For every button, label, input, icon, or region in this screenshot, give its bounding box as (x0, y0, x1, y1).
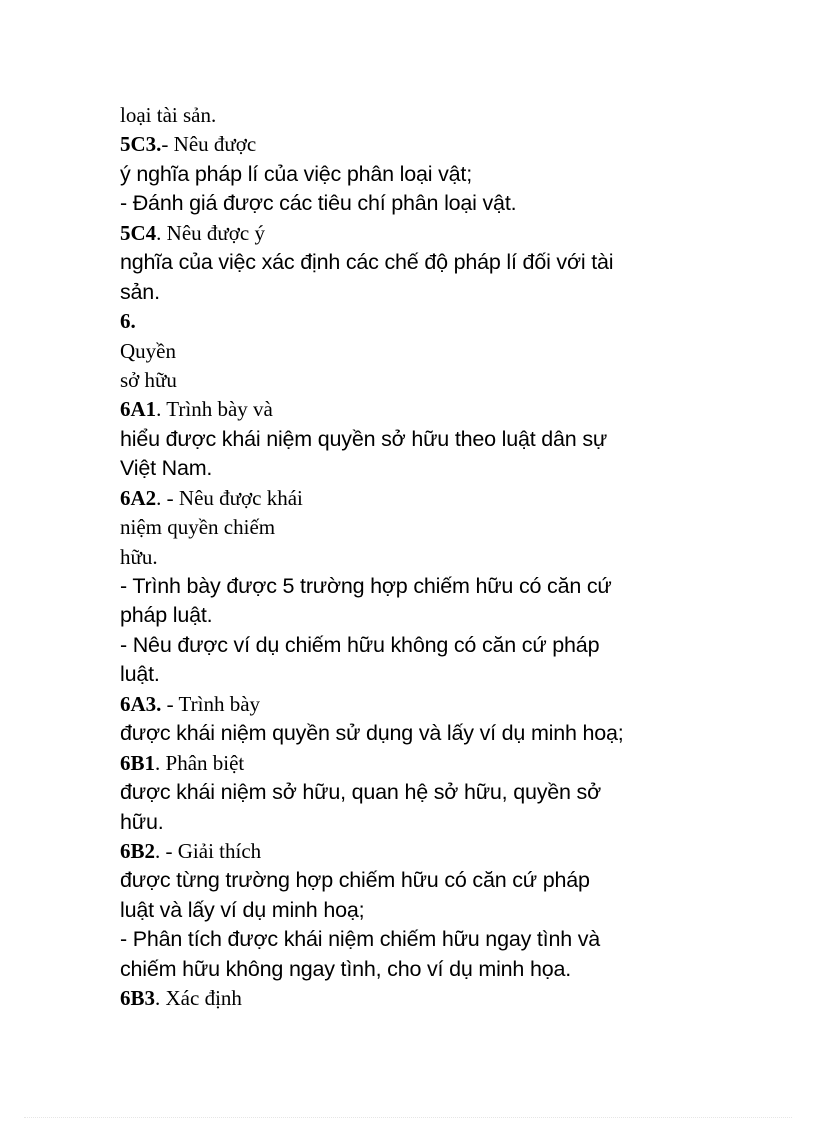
text-line (120, 778, 720, 807)
text-line (120, 631, 720, 660)
text-line (120, 425, 720, 454)
line-text: hữu. (120, 809, 164, 834)
text-line (120, 484, 720, 513)
line-text: niệm quyền chiếm (120, 515, 276, 540)
page-bottom-divider (24, 1117, 792, 1118)
section-code: 6B2 (120, 838, 156, 863)
text-line (120, 925, 720, 954)
line-text: sản. (120, 279, 160, 304)
line-text: . Nêu được ý (156, 220, 265, 245)
line-text: hữu. (120, 544, 158, 569)
text-line (120, 189, 720, 218)
section-code: 6B1 (120, 750, 156, 775)
text-line (120, 130, 720, 159)
line-text: chiếm hữu không ngay tình, cho ví dụ minh họa. (120, 956, 572, 981)
text-line (120, 808, 720, 837)
line-text: - Nêu được (161, 132, 257, 157)
text-line (120, 896, 720, 925)
section-code: 6B3 (120, 986, 156, 1011)
section-code: 5C4 (120, 220, 157, 245)
text-line (120, 660, 720, 689)
line-text: loại tài sản. (120, 103, 217, 127)
line-text: luật và lấy ví dụ minh hoạ; (120, 897, 365, 922)
text-line (120, 543, 720, 572)
line-text: - Trình bày được 5 trường hợp chiếm hữu có căn cứ (120, 574, 612, 598)
line-text: nghĩa của việc xác định các chế độ pháp lí đối với tài (120, 250, 614, 275)
text-line (120, 749, 720, 778)
line-text: - Trình bày (161, 691, 261, 716)
line-text: . Phân biệt (155, 750, 245, 775)
text-line (120, 601, 720, 630)
section-code: 6. (120, 309, 136, 334)
line-text: ý nghĩa pháp lí của việc phân loại vật; (120, 161, 472, 186)
document-body (120, 101, 720, 1014)
text-line (120, 719, 720, 748)
line-text: - Nêu được ví dụ chiếm hữu không có căn cứ pháp (120, 632, 600, 657)
text-line (120, 837, 720, 866)
text-line (120, 248, 720, 277)
line-text: . - Nêu được khái (156, 485, 303, 510)
line-text: . - Giải thích (155, 838, 262, 863)
line-text: luật. (120, 662, 160, 687)
line-text: được từng trường hợp chiếm hữu có căn cứ pháp (120, 868, 590, 893)
text-line (120, 337, 720, 366)
text-line (120, 219, 720, 248)
text-line (120, 278, 720, 307)
text-line (120, 395, 720, 424)
line-text: . Xác định (155, 986, 242, 1011)
text-line (120, 513, 720, 542)
line-text: pháp luật. (120, 603, 213, 628)
text-line (120, 984, 720, 1013)
section-code: 6A3. (120, 691, 162, 716)
line-text: - Đánh giá được các tiêu chí phân loại vật. (120, 191, 517, 216)
text-line (120, 866, 720, 895)
text-line (120, 572, 720, 601)
line-text: hiểu được khái niệm quyền sở hữu theo luật dân sự (120, 426, 608, 451)
line-text: - Phân tích được khái niệm chiếm hữu ngay tình và (120, 927, 601, 952)
text-line (120, 101, 720, 130)
text-line (120, 160, 720, 189)
line-text: được khái niệm sở hữu, quan hệ sở hữu, quyền sở (120, 780, 602, 805)
section-code: 6A1 (120, 397, 157, 422)
line-text: Việt Nam. (120, 456, 213, 481)
text-line (120, 454, 720, 483)
text-line (120, 307, 720, 336)
text-line (120, 366, 720, 395)
section-code: 5C3. (120, 132, 162, 157)
line-text: được khái niệm quyền sử dụng và lấy ví dụ minh hoạ; (120, 721, 624, 746)
line-text: . Trình bày và (156, 397, 273, 422)
line-text: Quyền (120, 338, 176, 363)
line-text: sở hữu (120, 367, 177, 392)
section-code: 6A2 (120, 485, 157, 510)
text-line (120, 690, 720, 719)
text-line (120, 955, 720, 984)
